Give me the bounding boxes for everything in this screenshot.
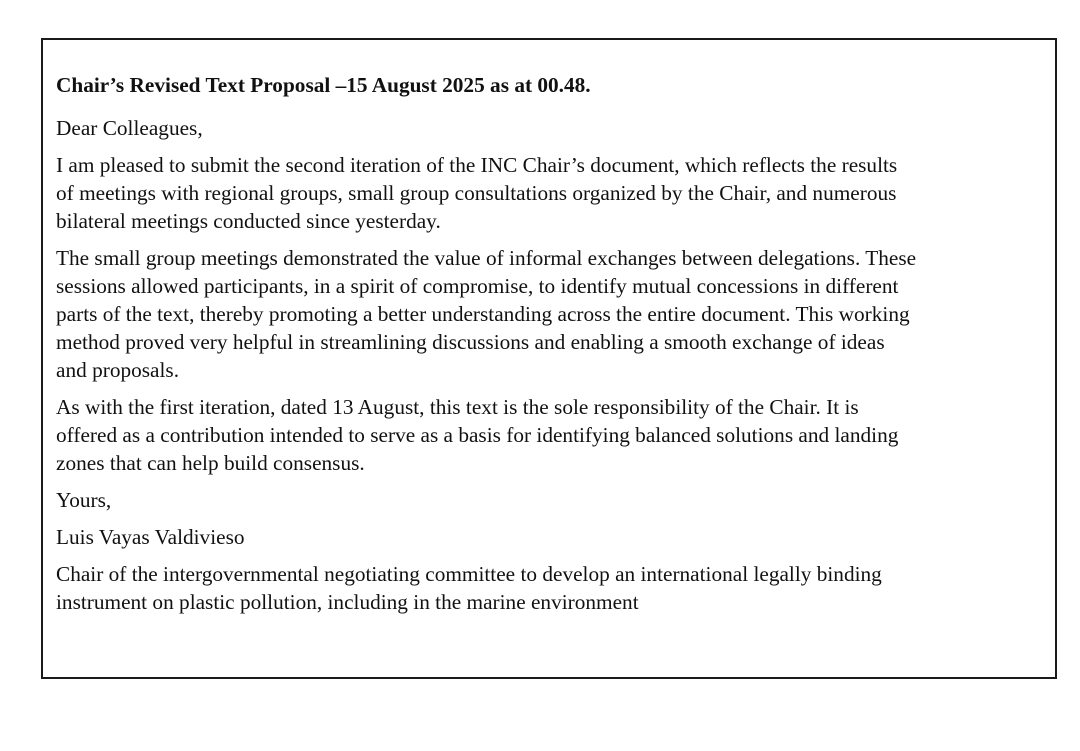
document-title: Chair’s Revised Text Proposal –15 August 2025 as at 00.48. [56, 73, 591, 97]
salutation: Dear Colleagues, [56, 116, 203, 140]
paragraph-1 [56, 151, 1043, 235]
paragraph-line: offered as a contribution intended to serve as a basis for identifying balanced solutions and landing [56, 423, 899, 447]
paragraph-line: sessions allowed participants, in a spirit of compromise, to identify mutual concessions in different [56, 274, 899, 298]
paragraph-line: I am pleased to submit the second iteration of the INC Chair’s document, which reflects the results [56, 153, 898, 177]
paragraph-line: method proved very helpful in streamlining discussions and enabling a smooth exchange of ideas [56, 330, 885, 354]
signatory-name: Luis Vayas Valdivieso [56, 525, 245, 549]
paragraph-line: bilateral meetings conducted since yesterday. [56, 209, 441, 233]
paragraph-line: of meetings with regional groups, small group consultations organized by the Chair, and numerous [56, 181, 897, 205]
closing: Yours, [56, 488, 112, 512]
paragraph-3 [56, 393, 1043, 477]
paragraph-line: The small group meetings demonstrated the value of informal exchanges between delegations. These [56, 246, 917, 270]
document-frame [41, 38, 1057, 679]
paragraph-line: and proposals. [56, 358, 180, 382]
paragraph-line: zones that can help build consensus. [56, 451, 365, 475]
paragraph-2 [56, 244, 1043, 384]
signatory-title-line: Chair of the intergovernmental negotiating committee to develop an international legally binding [56, 562, 882, 586]
signatory-title [56, 560, 1043, 616]
paragraph-line: parts of the text, thereby promoting a better understanding across the entire document. This working [56, 302, 910, 326]
signatory-title-line: instrument on plastic pollution, including in the marine environment [56, 590, 639, 614]
paragraph-line: As with the first iteration, dated 13 August, this text is the sole responsibility of the Chair. It is [56, 395, 859, 419]
